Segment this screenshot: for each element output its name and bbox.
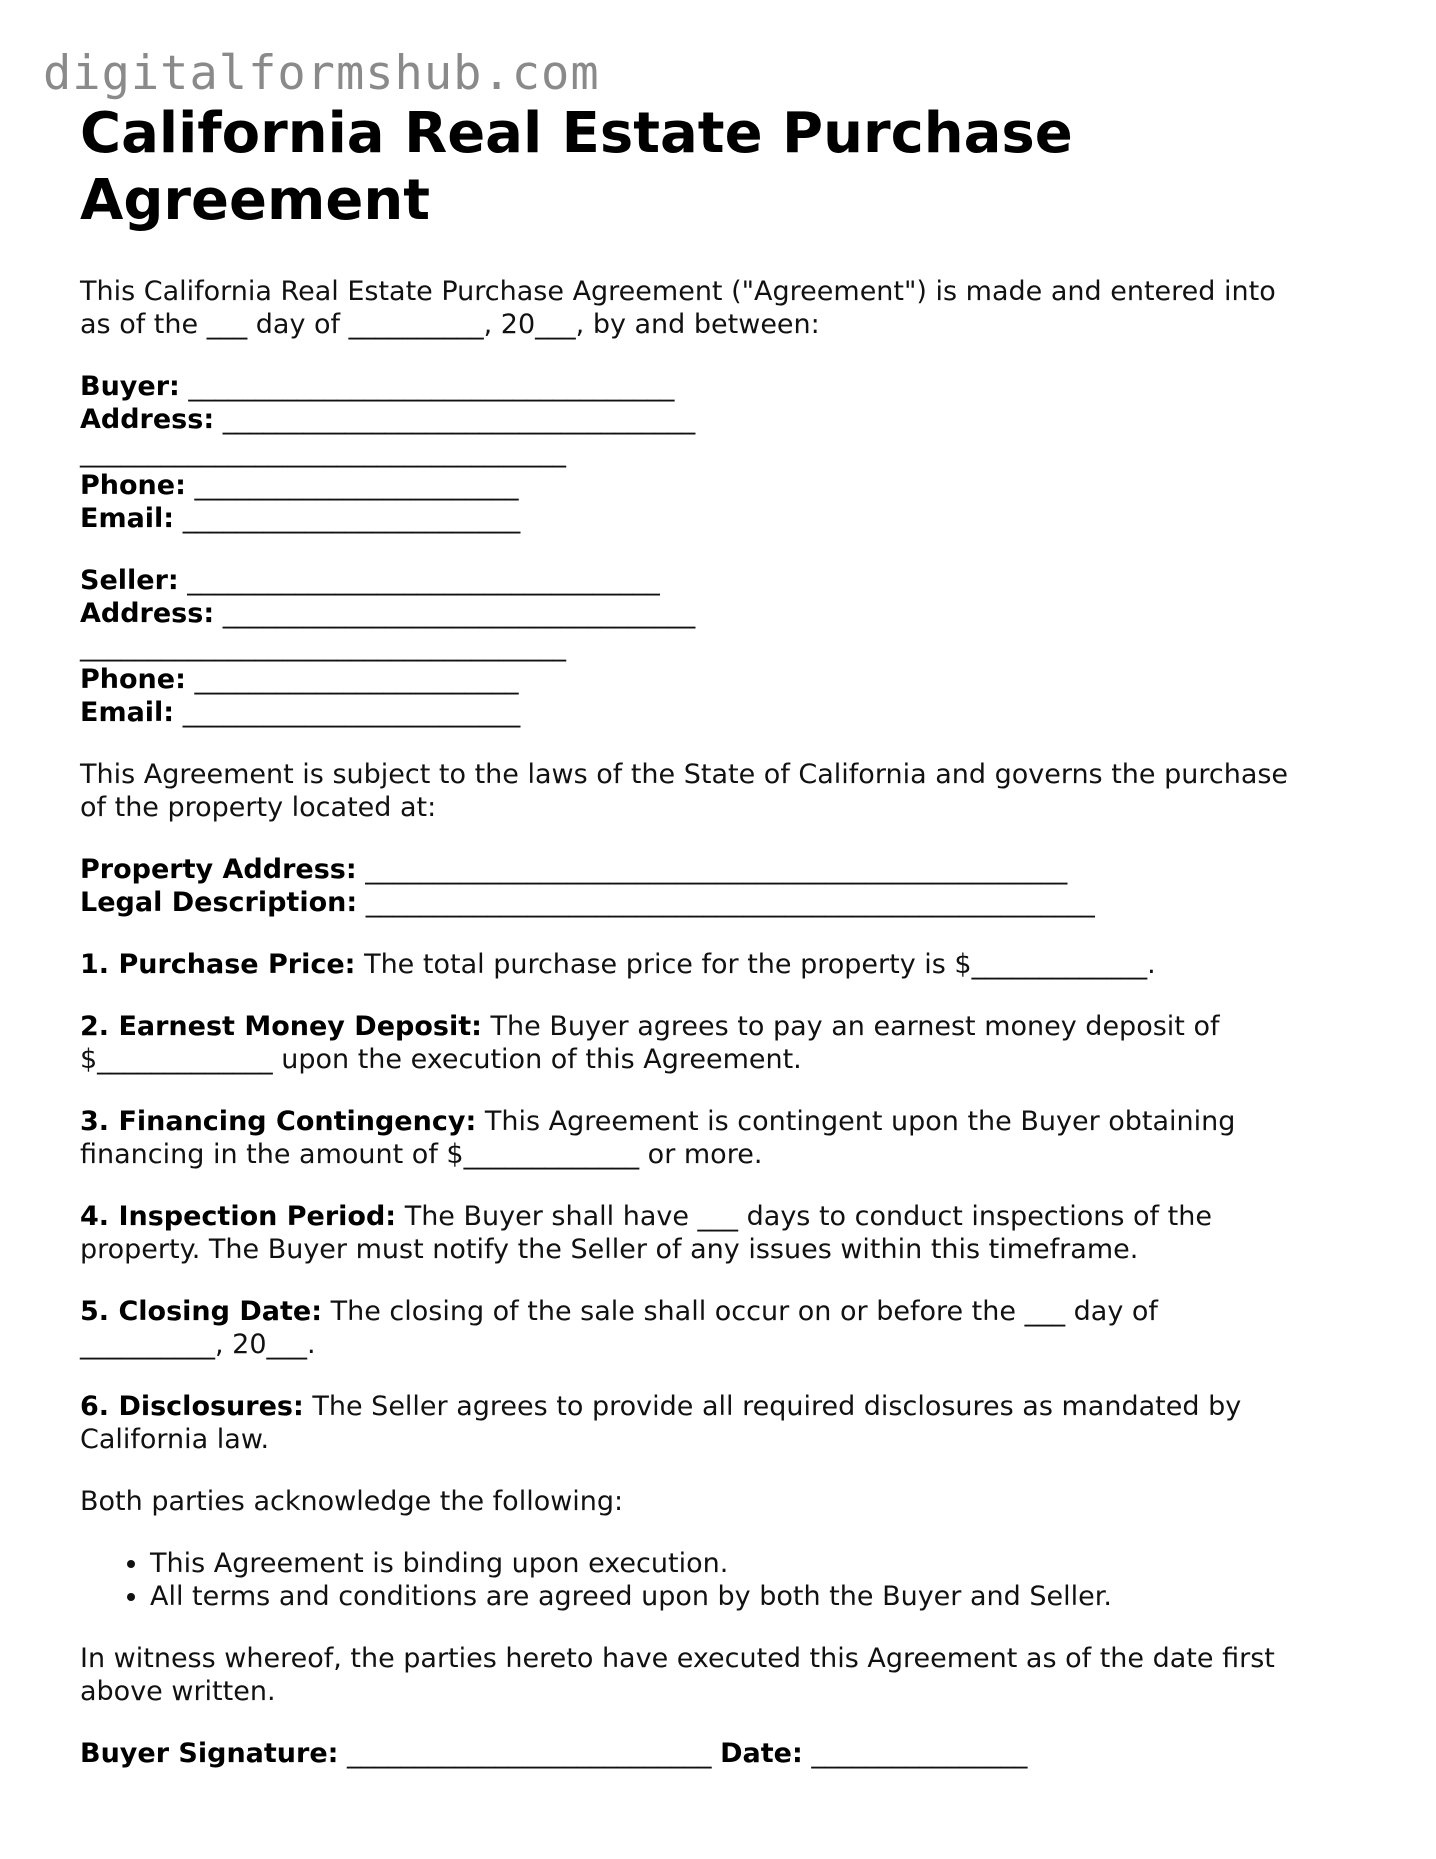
document <box>80 100 1360 1770</box>
clause-2-text-2: $_____________ upon the execution of this Agreement. <box>80 1044 802 1075</box>
acknowledge-intro: Both parties acknowledge the following: <box>80 1486 624 1517</box>
clause-5-label: 5. Closing Date: <box>80 1296 322 1327</box>
acknowledge-list <box>80 1547 1360 1613</box>
buyer-email-label: Email: <box>80 503 175 534</box>
legal-description-label: Legal Description: <box>80 887 358 918</box>
clause-5-text-1: The closing of the sale shall occur on or before the ___ day of <box>330 1296 1158 1327</box>
clause-2-label: 2. Earnest Money Deposit: <box>80 1011 482 1042</box>
buyer-address-field[interactable]: ___________________________________ <box>222 404 696 435</box>
seller-name-field[interactable]: ___________________________________ <box>187 565 660 596</box>
clause-4-text-2: property. The Buyer must notify the Seller of any issues within this timeframe. <box>80 1234 1139 1265</box>
seller-email-label: Email: <box>80 697 175 728</box>
date-label: Date: <box>720 1738 803 1769</box>
buyer-address-line-2-field[interactable]: ____________________________________ <box>80 437 566 468</box>
clause-purchase-price <box>80 948 1360 981</box>
clause-disclosures <box>80 1390 1360 1456</box>
list-item: • All terms and conditions are agreed upon by both the Buyer and Seller. <box>150 1580 1360 1613</box>
clause-earnest-money <box>80 1010 1360 1076</box>
seller-email-field[interactable]: _________________________ <box>182 697 521 728</box>
clause-3-text-2: financing in the amount of $_____________ or more. <box>80 1139 763 1170</box>
clause-6-text-1: The Seller agrees to provide all required disclosures as mandated by <box>312 1391 1242 1422</box>
page-title <box>80 100 1360 234</box>
clause-1-text: The total purchase price for the property is $_____________. <box>364 949 1156 980</box>
seller-phone-label: Phone: <box>80 664 186 695</box>
buyer-name-field[interactable]: ____________________________________ <box>188 371 675 402</box>
seller-address-label: Address: <box>80 598 215 629</box>
laws-paragraph <box>80 758 1360 824</box>
clause-closing-date <box>80 1295 1360 1361</box>
property-address-label: Property Address: <box>80 854 357 885</box>
clause-4-label: 4. Inspection Period: <box>80 1201 397 1232</box>
laws-line-2: of the property located at: <box>80 792 437 823</box>
intro-line-1: This California Real Estate Purchase Agreement ("Agreement") is made and entered into <box>80 276 1276 307</box>
witness-line-1: In witness whereof, the parties hereto have executed this Agreement as of the date first <box>80 1643 1275 1674</box>
clause-6-text-2: California law. <box>80 1424 270 1455</box>
clause-1-label: 1. Purchase Price: <box>80 949 356 980</box>
clause-financing <box>80 1105 1360 1171</box>
buyer-phone-field[interactable]: ________________________ <box>194 470 519 501</box>
buyer-label: Buyer: <box>80 371 180 402</box>
clause-4-text-1: The Buyer shall have ___ days to conduct inspections of the <box>404 1201 1212 1232</box>
legal-description-field[interactable]: ______________________________________________________ <box>365 887 1095 918</box>
buyer-signature-field[interactable]: ___________________________ <box>347 1738 712 1769</box>
buyer-block <box>80 370 1360 535</box>
clause-3-label: 3. Financing Contingency: <box>80 1106 477 1137</box>
title-line-1: California Real Estate Purchase <box>80 101 1073 166</box>
clause-6-label: 6. Disclosures: <box>80 1391 304 1422</box>
clause-5-text-2: __________, 20___. <box>80 1329 316 1360</box>
date-field[interactable]: ________________ <box>811 1738 1028 1769</box>
laws-line-1: This Agreement is subject to the laws of the State of California and governs the purchase <box>80 759 1289 790</box>
clause-inspection <box>80 1200 1360 1266</box>
buyer-address-label: Address: <box>80 404 215 435</box>
intro-paragraph <box>80 275 1360 341</box>
watermark: digitalformshub.com <box>43 46 600 101</box>
buyer-email-field[interactable]: _________________________ <box>182 503 521 534</box>
signature-line <box>80 1737 1360 1770</box>
clause-2-text-1: The Buyer agrees to pay an earnest money deposit of <box>490 1011 1220 1042</box>
property-address-field[interactable]: ____________________________________________________ <box>365 854 1068 885</box>
intro-line-2: as of the ___ day of __________, 20___, by and between: <box>80 309 820 340</box>
buyer-phone-label: Phone: <box>80 470 186 501</box>
buyer-signature-label: Buyer Signature: <box>80 1738 339 1769</box>
seller-address-line-2-field[interactable]: ____________________________________ <box>80 631 566 662</box>
list-item: • This Agreement is binding upon execution. <box>150 1547 1360 1580</box>
clause-3-text-1: This Agreement is contingent upon the Buyer obtaining <box>484 1106 1236 1137</box>
seller-block <box>80 564 1360 729</box>
seller-phone-field[interactable]: ________________________ <box>194 664 519 695</box>
seller-label: Seller: <box>80 565 179 596</box>
witness-line-2: above written. <box>80 1676 276 1707</box>
title-line-2: Agreement <box>80 168 430 233</box>
seller-address-field[interactable]: ___________________________________ <box>222 598 696 629</box>
witness-paragraph <box>80 1642 1360 1708</box>
property-block <box>80 853 1360 919</box>
